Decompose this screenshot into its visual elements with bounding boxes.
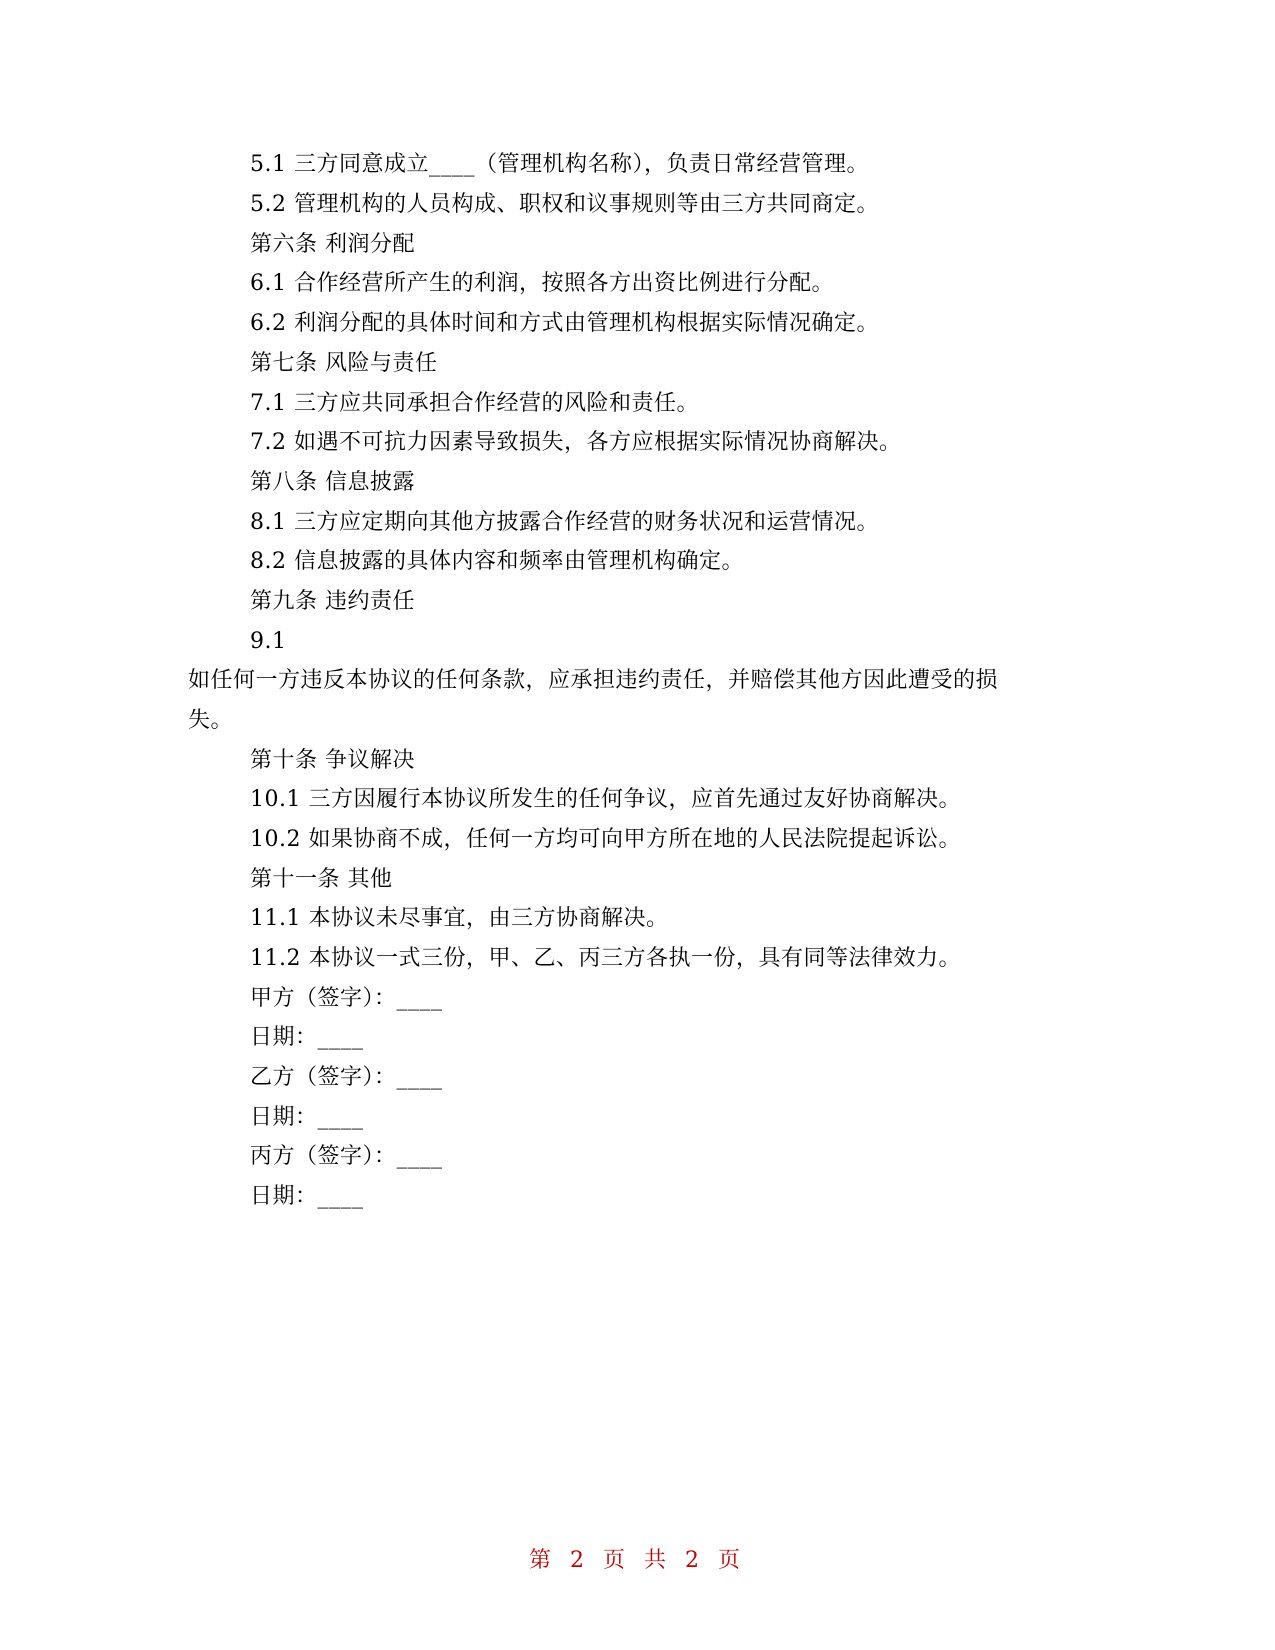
party-a-date: 日期：____ [250,1025,364,1050]
clause-7-1: 7.1 三方应共同承担合作经营的风险和责任。 [250,391,699,416]
party-c-signature: 丙方（签字）：____ [250,1144,443,1169]
article-8-heading: 第八条 信息披露 [250,470,415,495]
party-b-signature: 乙方（签字）：____ [250,1065,443,1090]
clause-10-1: 10.1 三方因履行本协议所发生的任何争议，应首先通过友好协商解决。 [250,787,961,812]
clause-9-1-number: 9.1 [250,629,287,654]
clause-6-1: 6.1 合作经营所产生的利润，按照各方出资比例进行分配。 [250,271,834,296]
party-c-date: 日期：____ [250,1184,364,1209]
article-10-heading: 第十条 争议解决 [250,748,415,773]
page-number-footer: 第 2 页 共 2 页 [529,1548,746,1573]
clause-6-2: 6.2 利润分配的具体时间和方式由管理机构根据实际情况确定。 [250,311,879,336]
article-11-heading: 第十一条 其他 [250,867,393,892]
clause-5-1: 5.1 三方同意成立____（管理机构名称），负责日常经营管理。 [250,152,869,177]
article-6-heading: 第六条 利润分配 [250,232,415,257]
clause-11-1: 11.1 本协议未尽事宜，由三方协商解决。 [250,906,669,931]
article-9-heading: 第九条 违约责任 [250,589,415,614]
clause-7-2: 7.2 如遇不可抗力因素导致损失，各方应根据实际情况协商解决。 [250,430,902,455]
party-a-signature: 甲方（签字）：____ [250,986,443,1011]
clause-11-2: 11.2 本协议一式三份，甲、乙、丙三方各执一份，具有同等法律效力。 [250,946,961,971]
clause-5-2: 5.2 管理机构的人员构成、职权和议事规则等由三方共同商定。 [250,192,879,217]
clause-9-1-text-continued: 失。 [188,708,234,733]
clause-8-1: 8.1 三方应定期向其他方披露合作经营的财务状况和运营情况。 [250,510,879,535]
clause-9-1-text: 如任何一方违反本协议的任何条款，应承担违约责任，并赔偿其他方因此遭受的损 [188,668,999,693]
party-b-date: 日期：____ [250,1105,364,1130]
article-7-heading: 第七条 风险与责任 [250,351,438,376]
clause-10-2: 10.2 如果协商不成，任何一方均可向甲方所在地的人民法院提起诉讼。 [250,827,961,852]
clause-8-2: 8.2 信息披露的具体内容和频率由管理机构确定。 [250,549,744,574]
